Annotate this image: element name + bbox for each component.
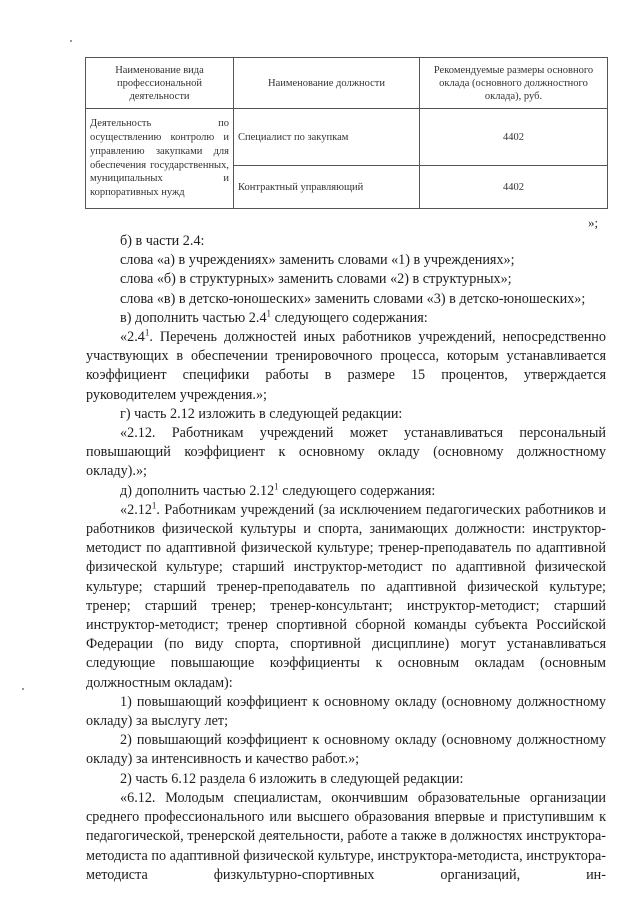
paragraph-text: следующего содержания:: [271, 309, 428, 326]
paragraph: 2) повышающий коэффициент к основному окладу (основному должностному окладу) за интенсивность и качество работ.»;: [86, 732, 606, 768]
table-closing-quote: »;: [588, 215, 599, 230]
superscript: 1: [266, 308, 272, 319]
header-position: Наименование должности: [234, 58, 420, 109]
header-salary: Рекомендуемые размеры основного оклада (основного должностного оклада), руб.: [420, 58, 608, 109]
paragraph: «2.12. Работникам учреждений может устанавливаться персональный повышающий коэффициент к основному окладу (основному должностному окладу).»;: [86, 425, 606, 480]
paragraph: 2) часть 6.12 раздела 6 изложить в следующей редакции:: [120, 770, 464, 787]
paragraph: [86, 482, 606, 501]
paragraph-text: в) дополнить частью 2.4: [120, 309, 267, 326]
superscript: 1: [144, 327, 150, 338]
paragraph-text: «2.4: [120, 329, 145, 346]
paragraph: слова «б) в структурных» заменить словами «2) в структурных»;: [120, 271, 512, 288]
amount-cell: 4402: [420, 166, 608, 209]
paragraph: [86, 501, 606, 693]
paragraph: г) часть 2.12 изложить в следующей редакции:: [120, 405, 403, 422]
paragraph: [86, 309, 606, 328]
paragraph: слова «а) в учреждениях» заменить словами «1) в учреждениях»;: [120, 252, 515, 269]
document-body: [86, 232, 606, 885]
scan-speck: [22, 688, 24, 690]
paragraph: [86, 328, 606, 405]
paragraph: б) в части 2.4:: [120, 233, 205, 249]
superscript: 1: [274, 480, 279, 491]
position-cell: Контрактный управляющий: [234, 166, 420, 209]
paragraph-text: «2.12: [120, 501, 152, 518]
table-header-row: [86, 58, 608, 109]
paragraph-text: . Перечень должностей иных работников учреждений, непосредственно участвующих в обеспечении тренировочного процесса, которым устанавливается коэффициент специфики работы в размере 15 процентов, утверждается руководителем учреждения.»;: [86, 329, 606, 403]
paragraph-text: . Работникам учреждений (за исключением педагогических работников и работников физической культуры и спорта, занимающих должности: инструктор-методист по адаптивной физической культуре; тренер-преподаватель по адаптивной физической культуре; старший инструктор-методист по адаптивной физической культуре; старший тренер-преподаватель по адаптивной физической культуре; тренер; старший тренер; тренер-консультант; инструктор-методист; старший инструктор-методист; тренер спортивной сборной команды субъекта Российской Федерации (по виду спорта, спортивной дисциплине) могут устанавливаться следующие повышающие коэффициенты к основным окладам (основным должностным окладам):: [86, 501, 606, 691]
superscript: 1: [151, 500, 157, 511]
activity-cell: Деятельность по осуществлению контролю и управлению закупками для обеспечения государственных, муниципальных и корпоративных нужд: [86, 109, 234, 209]
paragraph: слова «в) в детско-юношеских» заменить словами «3) в детско-юношеских»;: [120, 290, 586, 307]
salary-table: [85, 57, 608, 209]
paragraph-text: следующего содержания:: [278, 482, 436, 499]
amount-cell: 4402: [420, 109, 608, 166]
header-activity-type: Наименование вида профессиональной деятельности: [86, 58, 234, 109]
table-row: [86, 109, 608, 166]
paragraph: «6.12. Молодым специалистам, окончившим образовательные организации среднего профессионального или высшего образования впервые и приступившим к педагогической, тренерской деятельности, работе а также в должностях инструктора-методиста по адаптивной физической культуре, инструктора-методиста, инструктора-методиста физкультурно-спортивных организаций, ин-: [86, 789, 606, 883]
scan-speck: [70, 40, 72, 42]
paragraph: 1) повышающий коэффициент к основному окладу (основному должностному окладу) за выслугу лет;: [86, 693, 606, 730]
paragraph-text: д) дополнить частью 2.12: [120, 482, 275, 499]
position-cell: Специалист по закупкам: [234, 109, 420, 166]
